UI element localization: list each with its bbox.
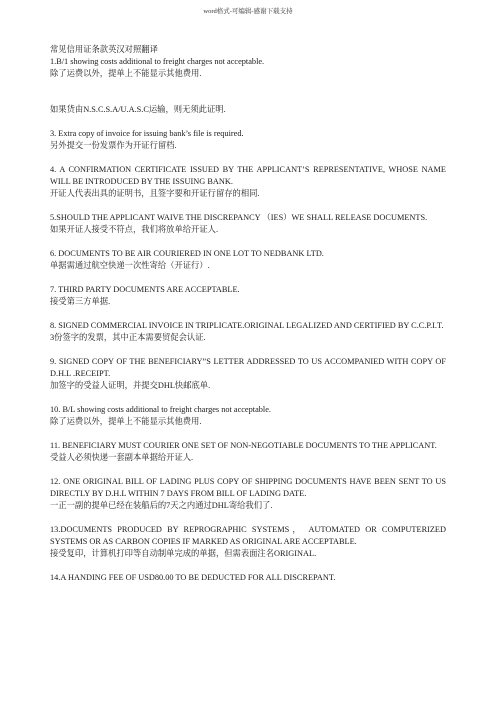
blank-line	[50, 92, 446, 104]
clause-1	[50, 56, 446, 80]
clause-9	[50, 356, 446, 392]
clause-english: 1.B/1 showing costs additional to freight charges not acceptable.	[50, 57, 265, 66]
clause-english: 8. SIGNED COMMERCIAL INVOICE IN TRIPLICATE.ORIGINAL LEGALIZED AND CERTIFIED BY C.C.P.I.T.	[50, 321, 444, 330]
clause-14	[50, 572, 446, 584]
clause-english: 10. B/L showing costs additional to freight charges not acceptable.	[50, 405, 271, 414]
clause-chinese: 3份签字的发票，其中正本需要贸促会认证.	[50, 333, 206, 342]
clause-english: 4. A CONFIRMATION CERTIFICATE ISSUED BY THE APPLICANT’S REPRESENTATIVE, WHOSE NAME WILL BE INTRODUCED BY THE ISSUING BANK.	[50, 165, 446, 186]
clause-2	[50, 104, 446, 116]
page-header-note: word格式-可编辑-感谢下载支持	[203, 8, 293, 15]
clause-english: 12. ONE ORIGINAL BILL OF LADING PLUS COPY OF SHIPPING DOCUMENTS HAVE BEEN SENT TO US DIRECTLY BY D.H.L WITHIN 7 DAYS FROM BILL OF LADING DATE.	[50, 477, 446, 498]
document-title: 常见信用证条款英汉对照翻译	[50, 45, 158, 54]
clause-english: 14.A HANDING FEE OF USD80.00 TO BE DEDUCTED FOR ALL DISCREPANT.	[50, 573, 336, 582]
clause-8	[50, 320, 446, 344]
clause-chinese: 接受第三方单据.	[50, 297, 111, 306]
clause-chinese: 受益人必须快递一套副本单据给开证人.	[50, 453, 194, 462]
clause-english: 3. Extra copy of invoice for issuing bank’s file is required.	[50, 129, 244, 138]
clause-chinese: 除了运费以外，提单上不能显示其他费用.	[50, 417, 202, 426]
clause-10	[50, 404, 446, 428]
clause-chinese: 如果开证人接受不符点，我们将放单给开证人.	[50, 225, 219, 234]
document-body	[50, 44, 446, 596]
clause-chinese: 接受复印，计算机打印等自动制单完成的单据，但需表面注名ORIGINAL.	[50, 549, 317, 558]
clause-chinese: 除了运费以外，提单上不能显示其他费用.	[50, 69, 202, 78]
clause-english: 11. BENEFICIARY MUST COURIER ONE SET OF NON-NEGOTIABLE DOCUMENTS TO THE APPLICANT.	[50, 441, 437, 450]
clause-english: 7. THIRD PARTY DOCUMENTS ARE ACCEPTABLE.	[50, 285, 240, 294]
clause-english: 9. SIGNED COPY OF THE BENEFICIARY”S LETTER ADDRESSED TO US ACCOMPANIED WITH COPY OF D.H.L .RECEIPT.	[50, 357, 446, 378]
clause-3	[50, 128, 446, 152]
clause-4	[50, 164, 446, 200]
clause-english: 6. DOCUMENTS TO BE AIR COURIERED IN ONE LOT TO NEDBANK LTD.	[50, 249, 324, 258]
clause-chinese: 另外提交一份发票作为开证行留档.	[50, 141, 177, 150]
clause-12	[50, 476, 446, 512]
clause-7	[50, 284, 446, 308]
clause-6	[50, 248, 446, 272]
clause-13	[50, 524, 446, 560]
clause-5	[50, 212, 446, 236]
clause-chinese: 如果货由N.S.C.S.A/U.A.S.C运输，则无须此证明.	[50, 105, 226, 114]
clause-11	[50, 440, 446, 464]
clause-chinese: 开证人代表出具的证明书，且签字要和开证行留存的相同.	[50, 189, 260, 198]
clause-chinese: 一正一副的提单已经在装船后的7天之内通过DHL寄给我们了.	[50, 501, 273, 510]
clause-english: 5.SHOULD THE APPLICANT WAIVE THE DISCREPANCY （IES）WE SHALL RELEASE DOCUMENTS.	[50, 213, 428, 222]
clause-chinese: 单据需通过航空快递一次性寄给（开证行）.	[50, 261, 210, 270]
clause-english: 13.DOCUMENTS PRODUCED BY REPROGRAPHIC SYSTEMS， AUTOMATED OR COMPUTERIZED SYSTEMS OR AS CARBON COPIES IF MARKED AS ORIGINAL ARE ACCEPTABLE.	[50, 525, 446, 546]
clause-chinese: 加签字的受益人证明，并提交DHL快邮底单.	[50, 381, 211, 390]
